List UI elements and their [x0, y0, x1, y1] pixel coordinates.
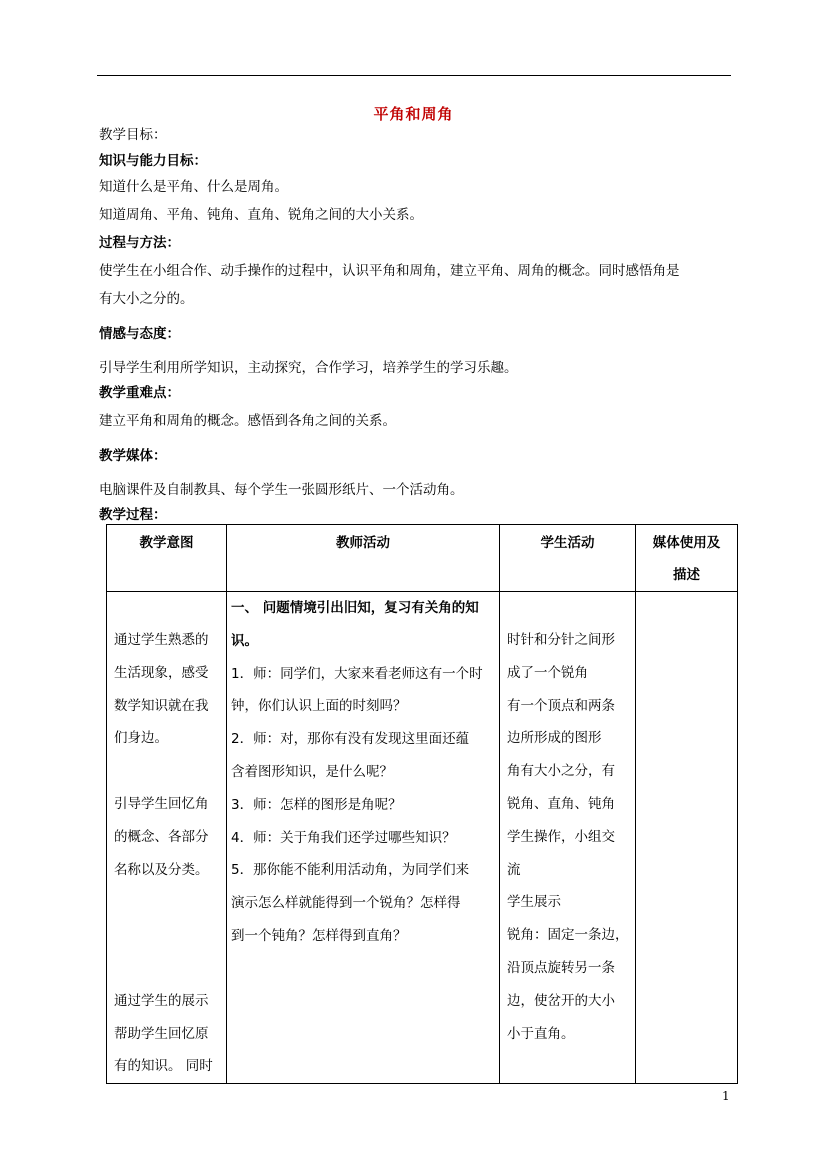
intent-line: 生活现象，感受	[114, 664, 209, 681]
teacher-line: 到一个钝角？怎样得到直角？	[231, 927, 407, 944]
difficulty-heading: 教学重难点：	[99, 385, 180, 401]
intent-line: 有的知识。 同时	[114, 1058, 213, 1075]
intent-line: 数学知识就在我	[114, 697, 209, 714]
teacher-line: 4．师：关于角我们还学过哪些知识？	[231, 829, 456, 846]
knowledge-heading: 知识与能力目标：	[99, 153, 207, 169]
student-line: 流	[507, 861, 521, 878]
student-line: 锐角：固定一条边，	[507, 927, 629, 944]
process-item-1a: 使学生在小组合作、动手操作的过程中，认识平角和周角，建立平角、周角的概念。同时感悟角是	[99, 263, 680, 279]
student-line: 学生展示	[507, 894, 561, 911]
media-heading: 教学媒体：	[99, 448, 167, 464]
emotion-heading: 情感与态度：	[99, 326, 180, 342]
media-item-1: 电脑课件及自制教具、每个学生一张圆形纸片、一个活动角。	[99, 482, 464, 498]
teacher-line: 5．那你能不能利用活动角，为同学们来	[231, 862, 470, 879]
teacher-line: 2．师：对，那你有没有发现这里面还蕴	[231, 731, 470, 748]
teaching-process-table	[106, 524, 738, 1084]
teacher-line: 一、 问题情境引出旧知，复习有关角的知	[231, 600, 479, 616]
document-title: 平角和周角	[373, 105, 454, 123]
student-line: 锐角、直角、钝角	[507, 795, 615, 812]
teacher-line: 识。	[231, 632, 258, 649]
intent-line: 帮助学生回忆原	[114, 1025, 209, 1042]
teacher-line: 1．师：同学们，大家来看老师这有一个时	[231, 665, 483, 682]
student-cell	[500, 592, 636, 1084]
intent-cell	[107, 592, 227, 1084]
knowledge-item-1: 知道什么是平角、什么是周角。	[99, 179, 288, 195]
media-cell	[636, 592, 738, 1084]
teacher-line: 含着图形知识，是什么呢？	[231, 763, 393, 780]
student-line: 学生操作，小组交	[507, 828, 615, 845]
header-media: 媒体使用及 描述	[636, 525, 738, 592]
page-number: 1	[722, 1089, 730, 1103]
student-line: 有一个顶点和两条	[507, 697, 615, 714]
student-line: 边所形成的图形	[507, 730, 602, 747]
student-line: 成了一个锐角	[507, 664, 588, 681]
intent-line: 通过学生熟悉的	[114, 632, 209, 648]
header-intent: 教学意图	[107, 525, 227, 592]
student-line: 小于直角。	[507, 1025, 575, 1042]
intent-line: 们身边。	[114, 730, 168, 747]
header-rule	[97, 75, 731, 76]
intent-line: 名称以及分类。	[114, 861, 209, 878]
emotion-item-1: 引导学生利用所学知识，主动探究，合作学习，培养学生的学习乐趣。	[99, 360, 518, 376]
process-table-heading: 教学过程：	[99, 507, 167, 523]
intent-line: 引导学生回忆角	[114, 795, 209, 812]
student-line: 边，使岔开的大小	[507, 992, 615, 1009]
student-line: 角有大小之分，有	[507, 763, 615, 780]
process-item-1b: 有大小之分的。	[99, 291, 194, 307]
header-teacher: 教师活动	[227, 525, 500, 592]
teacher-line: 演示怎么样就能得到一个锐角？怎样得	[231, 895, 461, 912]
student-line: 沿顶点旋转另一条	[507, 959, 615, 976]
teacher-cell	[227, 592, 500, 1084]
teacher-line: 钟，你们认识上面的时刻吗？	[231, 698, 407, 715]
intent-line: 通过学生的展示	[114, 992, 209, 1009]
student-line: 时针和分针之间形	[507, 632, 615, 648]
teacher-line: 3．师：怎样的图形是角呢？	[231, 796, 402, 813]
goal-heading: 教学目标：	[99, 127, 167, 143]
process-heading: 过程与方法：	[99, 235, 180, 251]
knowledge-item-2: 知道周角、平角、钝角、直角、锐角之间的大小关系。	[99, 207, 423, 223]
difficulty-item-1: 建立平角和周角的概念。感悟到各角之间的关系。	[99, 413, 396, 429]
intent-line: 的概念、各部分	[114, 828, 209, 845]
header-student: 学生活动	[500, 525, 636, 592]
